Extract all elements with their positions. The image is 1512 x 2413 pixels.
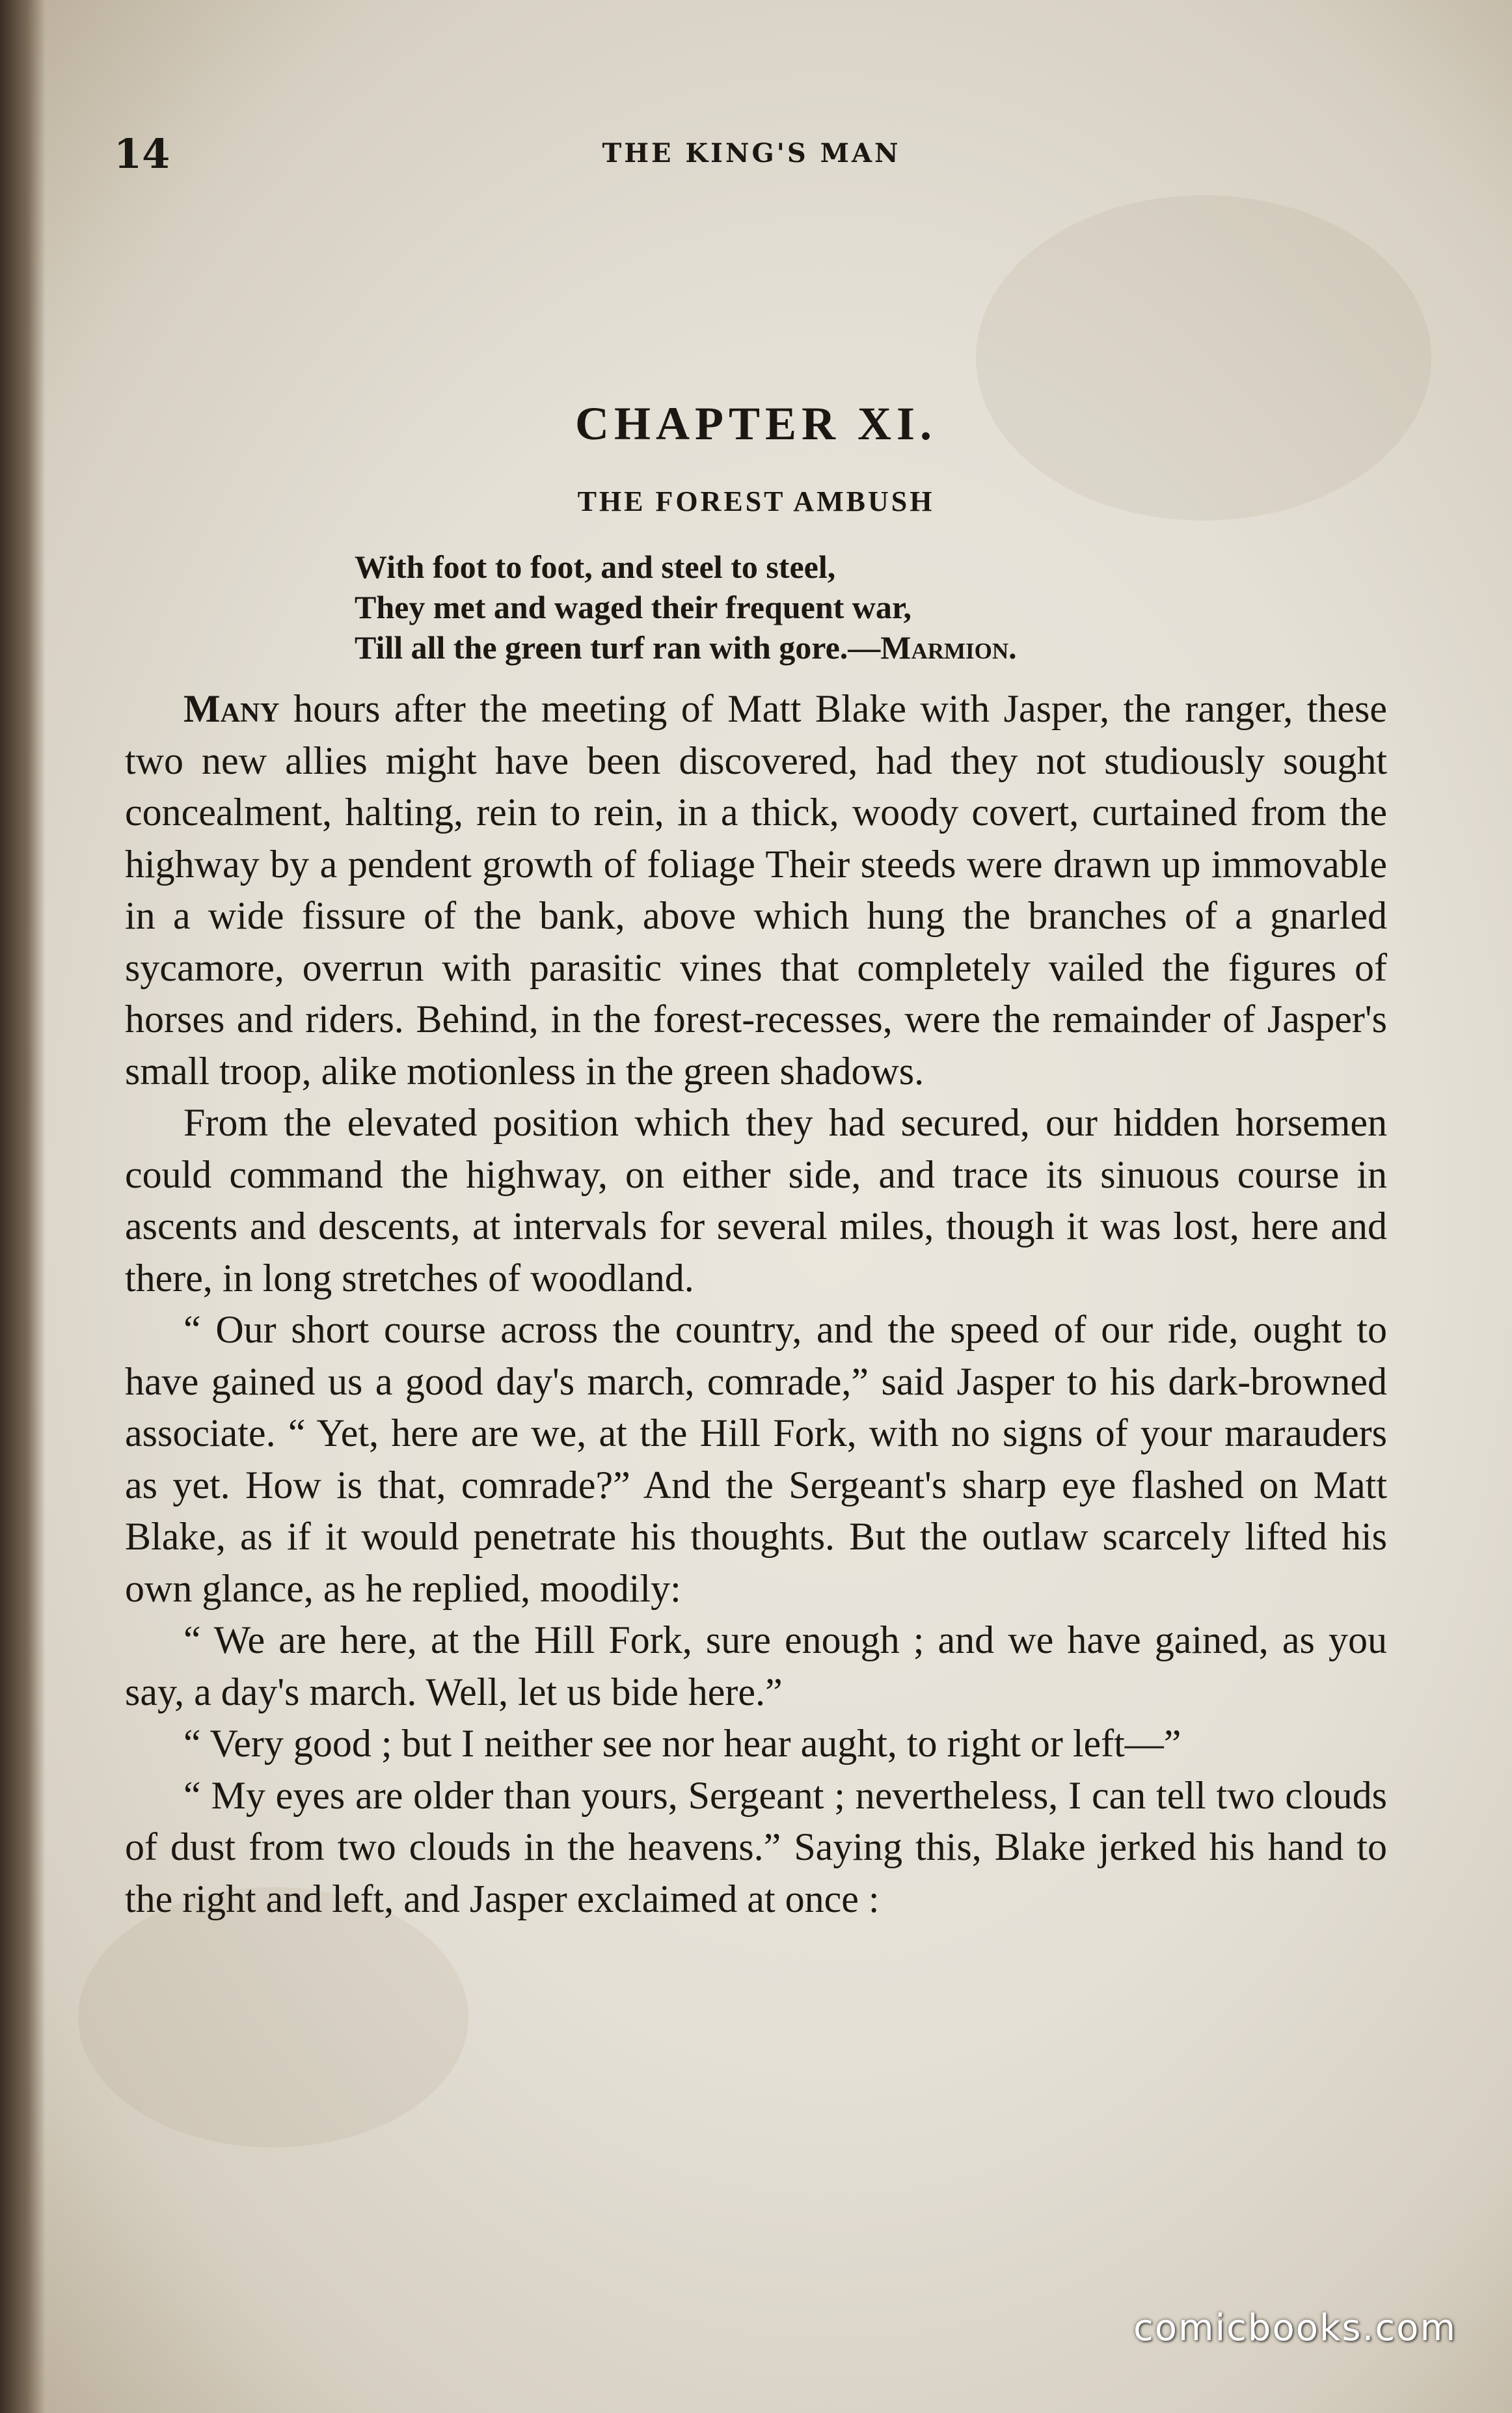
paragraph (125, 1615, 1387, 1718)
epigraph (355, 547, 1291, 668)
epigraph-line: They met and waged their frequent war, (355, 589, 912, 625)
paragraph-text: hours after the meeting of Matt Blake with Jasper, the ranger, these two new allies might have been discovered, had they not studiously sought concealment, halting, rein to rein, in a thick, woody covert, curtained from the highway by a pendent growth of foliage Their steeds were drawn up immovable in a wide fissure of the bank, above which hung the branches of a gnarled sycamore, overrun with parasitic vines that completely vailed the figures of horses and riders. Behind, in the forest-recesses, were the remainder of Jasper's small troop, alike motionless in the green shadows. (125, 687, 1387, 1093)
paper-stain (976, 195, 1431, 521)
paragraph-text: From the elevated position which they had secured, our hidden horsemen could command the highway, on either side, and trace its sinuous course in ascents and descents, at intervals for several miles, though it was lost, here and there, in long stretches of woodland. (125, 1101, 1387, 1300)
epigraph-line-text: Till all the green turf ran with gore.— (355, 629, 881, 666)
page-number: 14 (114, 130, 170, 178)
paragraph (125, 683, 1387, 1097)
paragraph-lead: Many (183, 687, 280, 730)
epigraph-line (355, 627, 1291, 668)
watermark: comicbooks.com (1133, 2307, 1457, 2349)
paragraph-text: “ Very good ; but I neither see nor hear aught, to right or left—” (183, 1722, 1181, 1765)
chapter-subtitle: THE FOREST AMBUSH (577, 485, 935, 517)
paragraph-text: “ Our short course across the country, and the speed of our ride, ought to have gained us a good day's march, comrade,” said Jasper to his dark-browned associate. “ Yet, here are we, at the Hill Fork, with no signs of your marauders as yet. How is that, comrade?” And the Sergeant's sharp eye flashed on Matt Blake, as if it would penetrate his thoughts. But the outlaw scarcely lifted his own glance, as he replied, moodily: (125, 1308, 1387, 1610)
paragraph (125, 1718, 1387, 1770)
epigraph-attribution: Marmion. (880, 629, 1017, 666)
paragraph-text: “ We are here, at the Hill Fork, sure enough ; and we have gained, as you say, a day's march. Well, let us bide here.” (125, 1618, 1387, 1713)
paper-stain (78, 1887, 468, 2147)
paragraph (125, 1097, 1387, 1304)
epigraph-line: With foot to foot, and steel to steel, (355, 549, 836, 585)
paragraph (125, 1770, 1387, 1926)
page-header (114, 130, 1389, 189)
running-head: THE KING'S MAN (602, 138, 901, 169)
paragraph (125, 1304, 1387, 1615)
paragraph-text: “ My eyes are older than yours, Sergeant ; nevertheless, I can tell two clouds of dust from two clouds in the heavens.” Saying this, Blake jerked his hand to the right and left, and Jasper exclaimed at once : (125, 1773, 1387, 1920)
chapter-title: CHAPTER XI. (574, 398, 938, 450)
body-text (125, 683, 1387, 1925)
page-gutter-shadow (0, 0, 46, 2413)
